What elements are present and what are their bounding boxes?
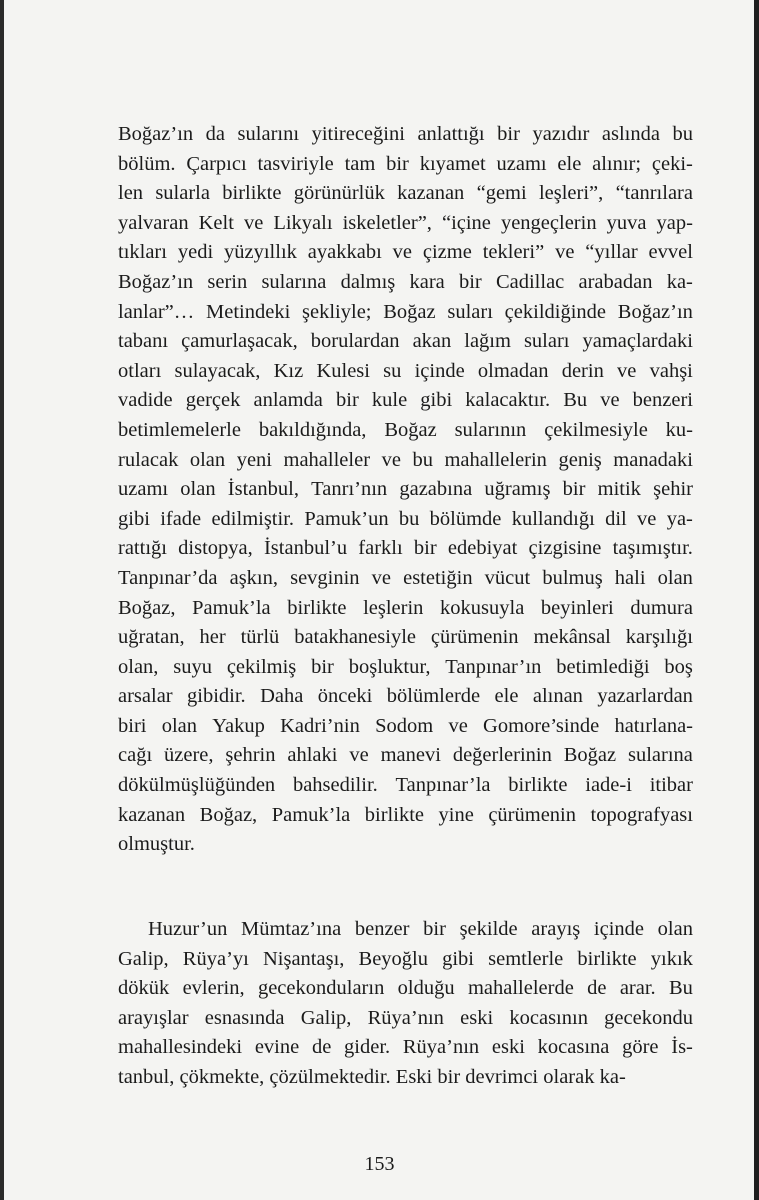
text-line: tanbul, çökmekte, çözülmektedir. Eski bir devrimci olarak ka- xyxy=(118,1065,626,1088)
text-line: lanlar”… Metindeki şekliyle; Boğaz suları çekildiğinde Boğaz’ın xyxy=(118,300,693,323)
text-line: Boğaz’ın da sularını yitireceğini anlattığı bir yazıdır aslında bu xyxy=(118,123,693,145)
text-line: rulacak olan yeni mahalleler ve bu mahallelerin geniş manadaki xyxy=(118,448,693,471)
text-line: betimlemelerle bakıldığında, Boğaz sularının çekilmesiyle ku- xyxy=(118,418,693,441)
text-line: cağı üzere, şehrin ahlaki ve manevi değerlerinin Boğaz sularına xyxy=(118,744,693,767)
page-edge-left xyxy=(0,0,4,1200)
text-line: Tanpınar’da aşkın, sevginin ve estetiğin vücut bulmuş hali olan xyxy=(118,566,693,589)
text-line: biri olan Yakup Kadri’nin Sodom ve Gomore’sinde hatırlana- xyxy=(118,714,693,737)
text-line: Boğaz, Pamuk’la birlikte leşlerin kokusuyla beyinleri dumura xyxy=(118,596,693,619)
page-edge-right xyxy=(754,0,759,1200)
text-line: otları sulayacak, Kız Kulesi su içinde olmadan derin ve vahşi xyxy=(118,359,693,382)
text-line: arayışlar esnasında Galip, Rüya’nın eski kocasının gecekondu xyxy=(118,1006,693,1029)
text-line: tabanı çamurlaşacak, borulardan akan lağım suları yamaçlardaki xyxy=(118,330,693,353)
text-line: Huzur’un Mümtaz’ına benzer bir şekilde arayış içinde olan xyxy=(148,918,693,940)
paragraph-1 xyxy=(118,120,693,860)
text-line: arsalar gibidir. Daha önceki bölümlerde ele alınan yazarlardan xyxy=(118,685,693,708)
text-line: vadide gerçek anlamda bir kule gibi kalacaktır. Bu ve benzeri xyxy=(118,389,693,412)
text-line: gibi ifade edilmiştir. Pamuk’un bu bölümde kullandığı dil ve ya- xyxy=(118,507,693,530)
text-line: dökülmüşlüğünden bahsedilir. Tanpınar’la birlikte iade-i itibar xyxy=(118,774,693,797)
text-line: olan, suyu çekilmiş bir boşluktur, Tanpınar’ın betimlediği boş xyxy=(118,655,693,678)
text-line: mahallesindeki evine de gider. Rüya’nın eski kocasına göre İs- xyxy=(118,1036,693,1059)
text-line: dökük evlerin, gecekonduların olduğu mahallelerde de arar. Bu xyxy=(118,977,693,1000)
text-line: len sularla birlikte görünürlük kazanan “gemi leşleri”, “tanrılara xyxy=(118,182,693,205)
paragraph-2 xyxy=(118,915,693,1093)
text-line: tıkları yedi yüzyıllık ayakkabı ve çizme tekleri” ve “yıllar evvel xyxy=(118,241,693,264)
text-line: yalvaran Kelt ve Likyalı iskeletler”, “içine yengeçlerin yuva yap- xyxy=(118,211,693,234)
text-line: uzamı olan İstanbul, Tanrı’nın gazabına uğramış bir mitik şehir xyxy=(118,478,693,501)
text-line: bölüm. Çarpıcı tasviriyle tam bir kıyamet uzamı ele alınır; çeki- xyxy=(118,152,693,175)
page-number: 153 xyxy=(364,1153,395,1175)
text-line: kazanan Boğaz, Pamuk’la birlikte yine çürümenin topografyası xyxy=(118,803,693,826)
text-line: rattığı distopya, İstanbul’u farklı bir edebiyat çizgisine taşımıştır. xyxy=(118,537,693,560)
text-line: Boğaz’ın serin sularına dalmış kara bir Cadillac arabadan ka- xyxy=(118,270,693,293)
text-line: olmuştur. xyxy=(118,833,195,856)
text-line: uğratan, her türlü batakhanesiyle çürümenin mekânsal karşılığı xyxy=(118,626,693,649)
text-line: Galip, Rüya’yı Nişantaşı, Beyoğlu gibi semtlerle birlikte yıkık xyxy=(118,947,693,970)
